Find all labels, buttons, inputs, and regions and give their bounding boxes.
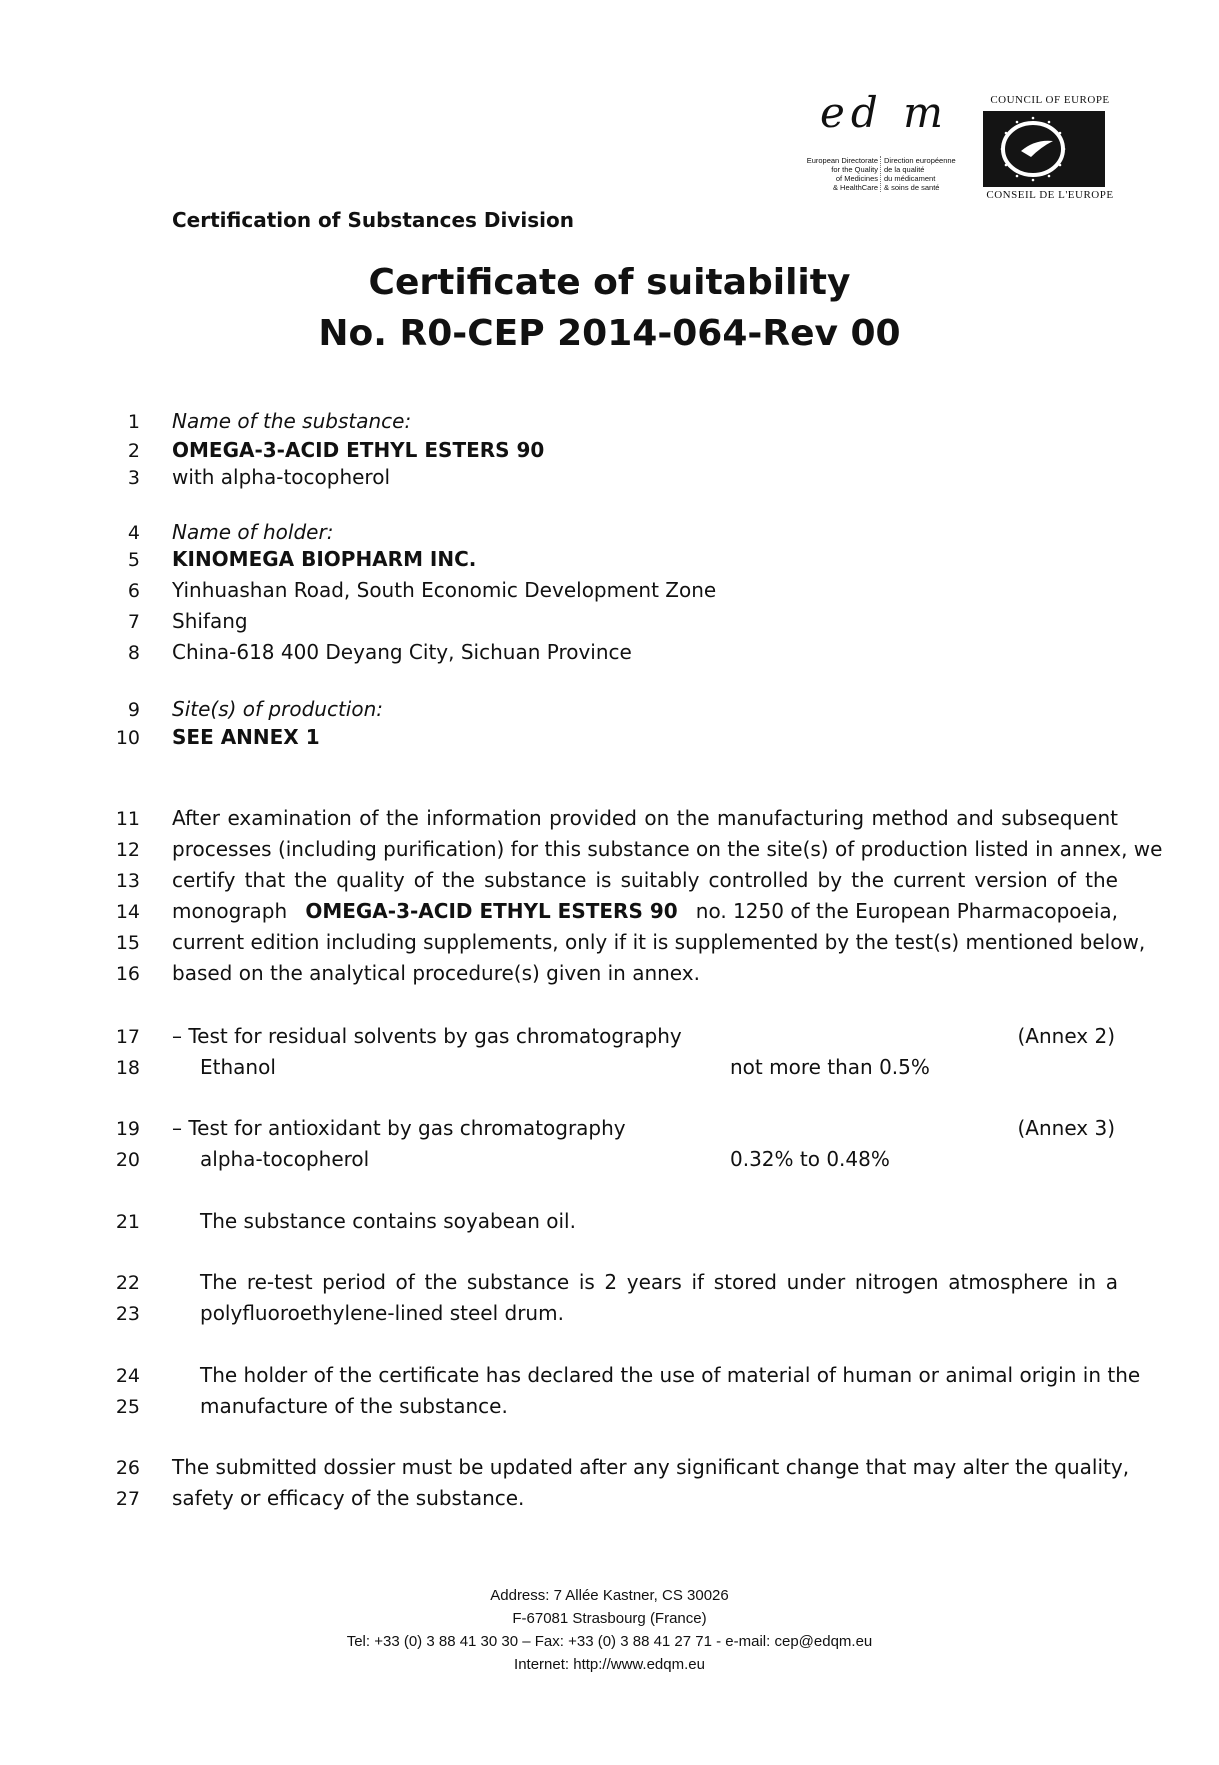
holder-name: KINOMEGA BIOPHARM INC. bbox=[172, 547, 477, 571]
line-number: 4 bbox=[127, 522, 140, 544]
line-number: 1 bbox=[127, 411, 140, 433]
test-limit: 0.32% to 0.48% bbox=[730, 1147, 890, 1171]
edqm-caption-line: of Medicines bbox=[835, 174, 878, 183]
line-number: 3 bbox=[127, 467, 140, 489]
paragraph-line: processes (including purification) for this substance on the site(s) of production listed in annex, we bbox=[172, 837, 1163, 861]
edqm-caption-line: for the Quality bbox=[831, 165, 878, 174]
monograph-prefix: monograph bbox=[172, 899, 288, 923]
test-annex: (Annex 3) bbox=[1017, 1116, 1115, 1140]
edqm-caption-french bbox=[881, 156, 962, 192]
line-number: 16 bbox=[115, 963, 140, 985]
production-value: SEE ANNEX 1 bbox=[172, 725, 320, 749]
statement-line: safety or efficacy of the substance. bbox=[172, 1486, 525, 1510]
substance-note: with alpha-tocopherol bbox=[172, 465, 391, 489]
line-number: 2 bbox=[127, 440, 140, 462]
edqm-caption-line: Direction européenne bbox=[884, 156, 956, 165]
edqm-caption-english bbox=[800, 156, 881, 192]
edqm-caption-line: du médicament bbox=[884, 174, 936, 183]
line-number: 6 bbox=[127, 580, 140, 602]
line-number: 5 bbox=[127, 549, 140, 571]
holder-address-line: Shifang bbox=[172, 609, 248, 633]
monograph-suffix: no. 1250 of the European Pharmacopoeia, bbox=[695, 899, 1118, 923]
line-number: 14 bbox=[115, 901, 140, 923]
council-of-europe-emblem-icon bbox=[983, 111, 1105, 187]
line-number: 13 bbox=[115, 870, 140, 892]
line-number: 10 bbox=[115, 727, 140, 749]
edqm-caption-line: & soins de santé bbox=[884, 183, 940, 192]
holder-label: Name of holder: bbox=[172, 520, 334, 544]
line-number: 26 bbox=[115, 1457, 140, 1479]
edqm-caption-line: de la qualité bbox=[884, 165, 925, 174]
division-name: Certification of Substances Division bbox=[172, 208, 574, 232]
line-number: 20 bbox=[115, 1149, 140, 1171]
paragraph-line: After examination of the information provided on the manufacturing method and subsequent bbox=[172, 806, 1118, 830]
paragraph-line-monograph bbox=[172, 899, 1118, 923]
line-number: 22 bbox=[115, 1272, 140, 1294]
production-label: Site(s) of production: bbox=[172, 697, 383, 721]
test-annex: (Annex 2) bbox=[1017, 1024, 1115, 1048]
line-number: 27 bbox=[115, 1488, 140, 1510]
line-number: 11 bbox=[115, 808, 140, 830]
line-number: 19 bbox=[115, 1118, 140, 1140]
edqm-logo: ed m bbox=[820, 88, 949, 137]
line-number: 15 bbox=[115, 932, 140, 954]
line-number: 23 bbox=[115, 1303, 140, 1325]
footer-contact: Tel: +33 (0) 3 88 41 30 30 – Fax: +33 (0) 3 88 41 27 71 - e-mail: cep@edqm.eu bbox=[346, 1633, 873, 1650]
monograph-name: OMEGA-3-ACID ETHYL ESTERS 90 bbox=[305, 899, 678, 923]
certificate-number: No. R0-CEP 2014-064-Rev 00 bbox=[318, 313, 901, 354]
council-of-europe-label: COUNCIL OF EUROPE bbox=[990, 94, 1110, 106]
line-number: 25 bbox=[115, 1396, 140, 1418]
statement-line: polyfluoroethylene-lined steel drum. bbox=[200, 1301, 564, 1325]
certificate-title: Certificate of suitability bbox=[368, 262, 851, 303]
line-number: 8 bbox=[127, 642, 140, 664]
footer-address: Address: 7 Allée Kastner, CS 30026 bbox=[490, 1587, 729, 1604]
test-title: – Test for antioxidant by gas chromatography bbox=[172, 1116, 626, 1140]
statement-line: The re-test period of the substance is 2 years if stored under nitrogen atmosphere in a bbox=[200, 1270, 1118, 1294]
holder-address-line: Yinhuashan Road, South Economic Development Zone bbox=[172, 578, 717, 602]
footer-internet: Internet: http://www.edqm.eu bbox=[514, 1656, 705, 1673]
test-limit: not more than 0.5% bbox=[730, 1055, 930, 1079]
line-number: 21 bbox=[115, 1211, 140, 1233]
line-number: 17 bbox=[115, 1026, 140, 1048]
substance-name: OMEGA-3-ACID ETHYL ESTERS 90 bbox=[172, 438, 545, 462]
statement-line: The holder of the certificate has declared the use of material of human or animal origin in the bbox=[200, 1363, 1141, 1387]
paragraph-line: current edition including supplements, only if it is supplemented by the test(s) mentioned below, bbox=[172, 930, 1146, 954]
statement-line: The submitted dossier must be updated after any significant change that may alter the quality, bbox=[172, 1455, 1130, 1479]
holder-address-line: China-618 400 Deyang City, Sichuan Province bbox=[172, 640, 632, 664]
substance-label: Name of the substance: bbox=[172, 409, 412, 433]
line-number: 12 bbox=[115, 839, 140, 861]
edqm-caption-line: European Directorate bbox=[806, 156, 878, 165]
line-number: 7 bbox=[127, 611, 140, 633]
statement-line: The substance contains soyabean oil. bbox=[200, 1209, 576, 1233]
test-item: Ethanol bbox=[200, 1055, 276, 1079]
statement-line: manufacture of the substance. bbox=[200, 1394, 508, 1418]
footer-city: F-67081 Strasbourg (France) bbox=[512, 1610, 707, 1627]
paragraph-line: certify that the quality of the substance is suitably controlled by the current version of the bbox=[172, 868, 1118, 892]
edqm-caption-line: & HealthCare bbox=[832, 183, 878, 192]
line-number: 24 bbox=[115, 1365, 140, 1387]
council-of-europe-logo bbox=[983, 111, 1105, 187]
line-number: 18 bbox=[115, 1057, 140, 1079]
conseil-de-leurope-label: CONSEIL DE L'EUROPE bbox=[986, 189, 1114, 201]
test-title: – Test for residual solvents by gas chromatography bbox=[172, 1024, 682, 1048]
line-number: 9 bbox=[127, 699, 140, 721]
test-item: alpha-tocopherol bbox=[200, 1147, 370, 1171]
edqm-logo-caption bbox=[800, 156, 965, 192]
paragraph-line: based on the analytical procedure(s) given in annex. bbox=[172, 961, 700, 985]
